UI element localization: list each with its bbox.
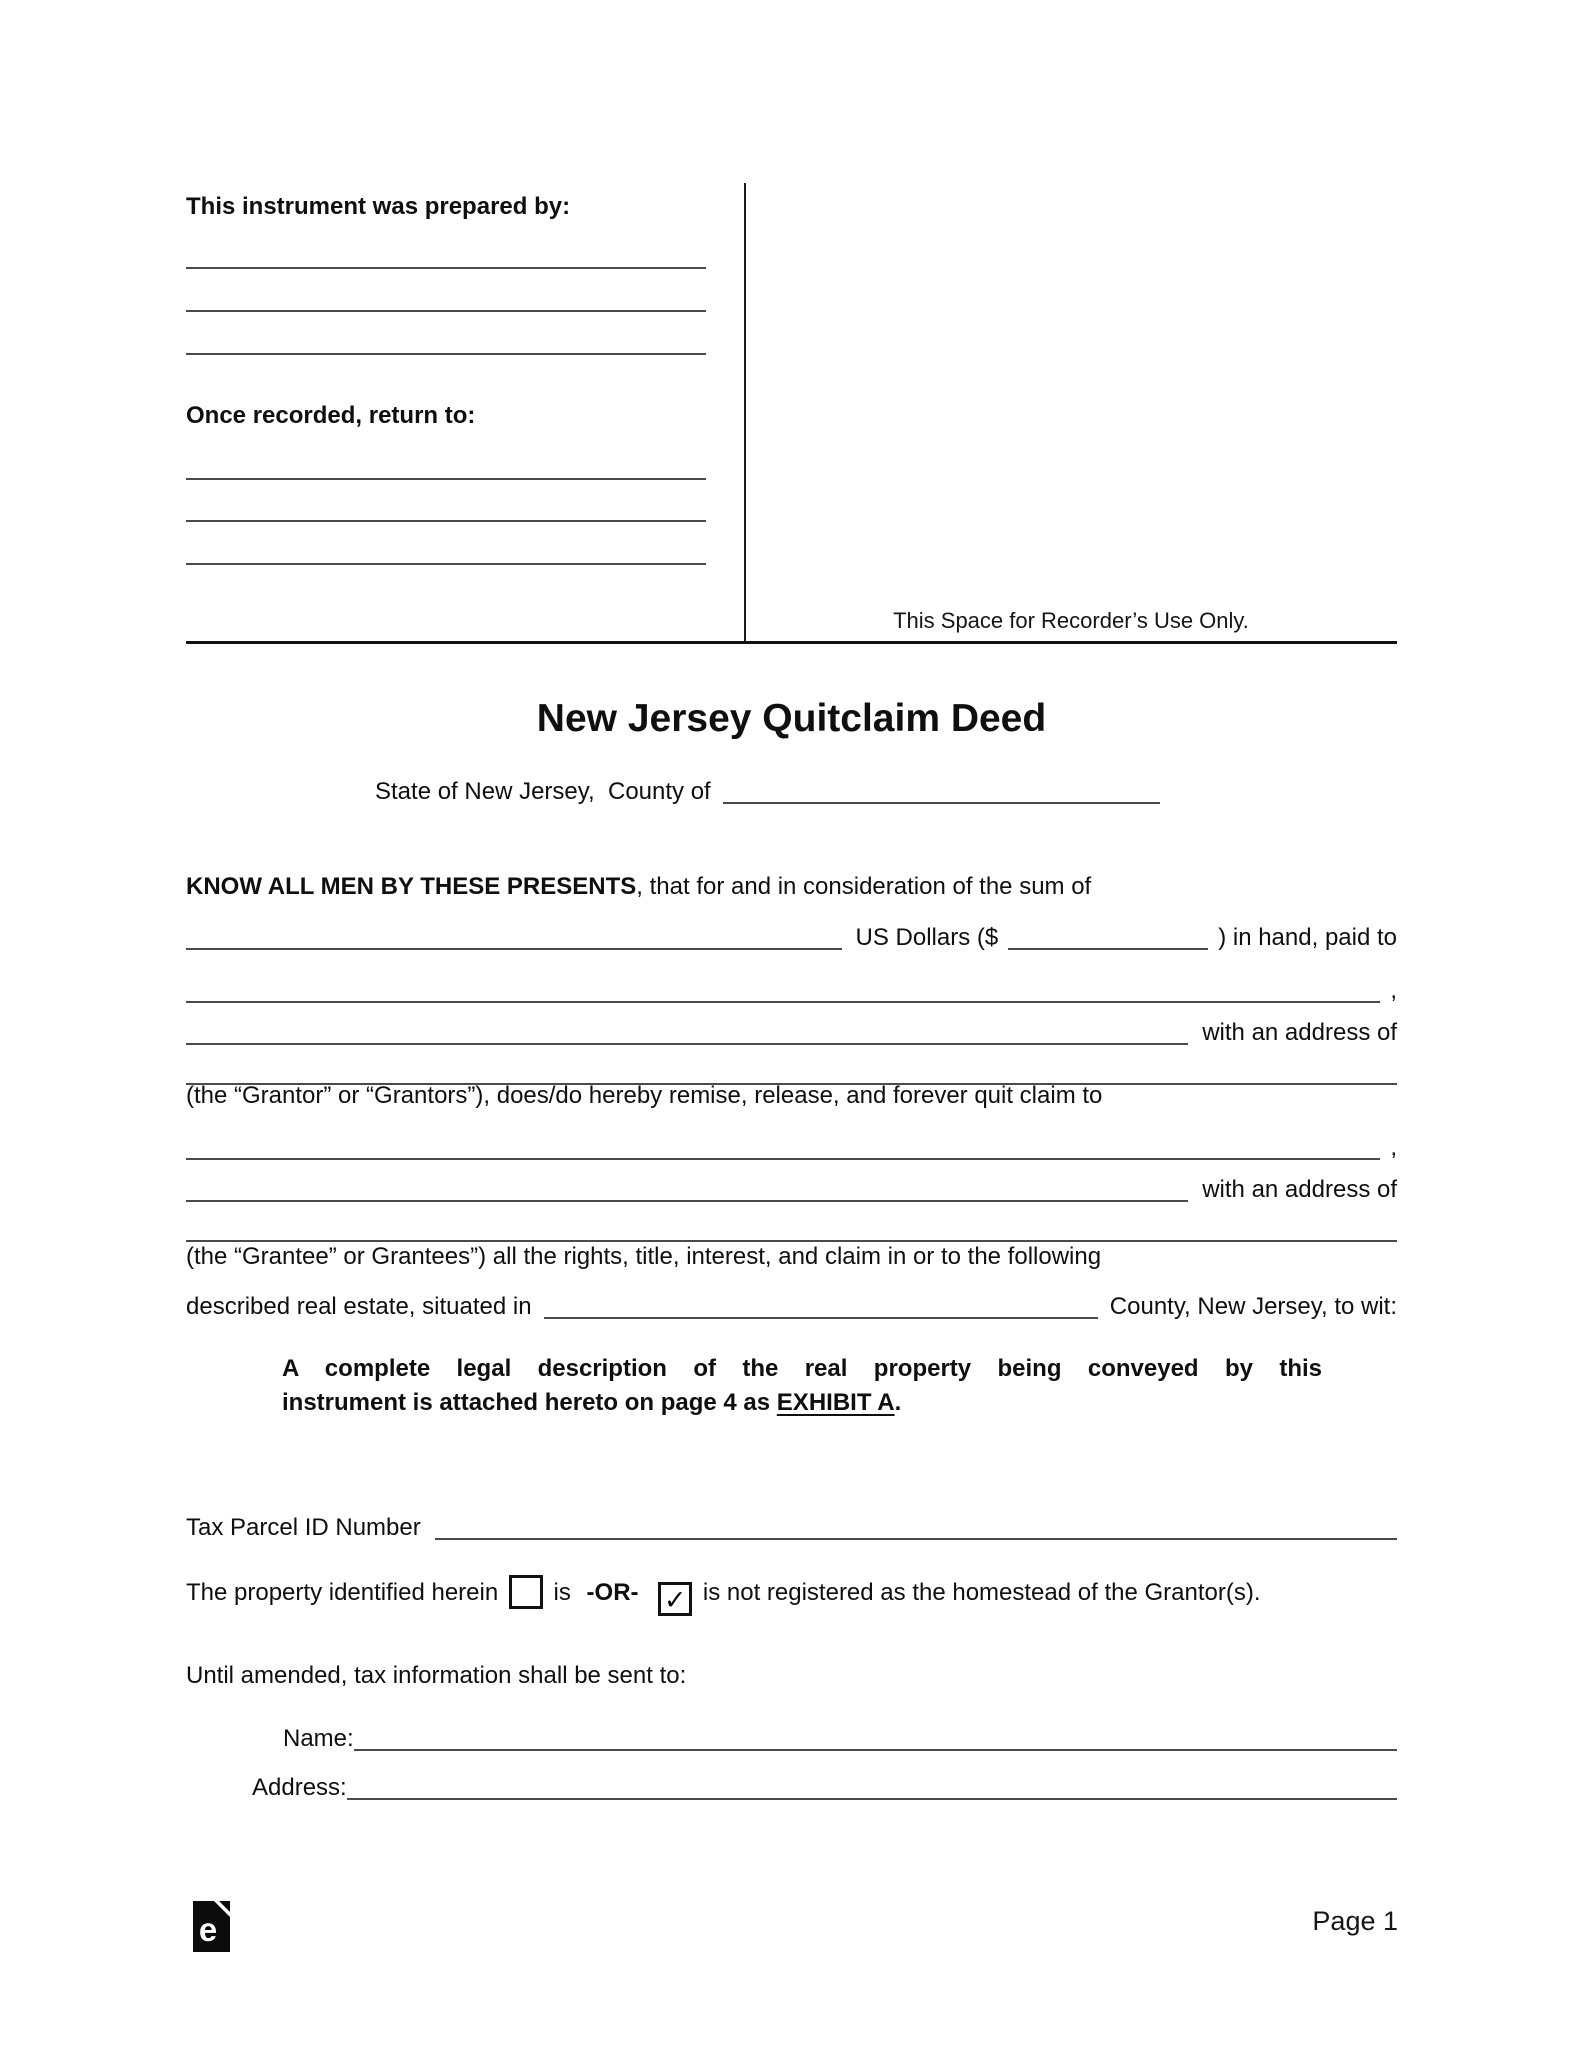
prepared-by-line-3[interactable] <box>186 353 706 355</box>
us-dollars-label: US Dollars ($ <box>855 924 999 951</box>
recorder-divider-vertical <box>744 183 746 643</box>
legal-description-line2-prefix: instrument is attached hereto on page 4 as <box>282 1389 777 1416</box>
homestead-row <box>186 1575 1446 1616</box>
presents-bold-text: KNOW ALL MEN BY THESE PRESENTS <box>186 873 637 900</box>
grantee-name-row <box>186 1125 1397 1163</box>
amount-words-field[interactable] <box>186 920 842 950</box>
tax-info-name-field[interactable] <box>354 1721 1397 1751</box>
grantor-address-field-1[interactable] <box>186 1015 1188 1045</box>
legal-description-period: . <box>894 1389 902 1416</box>
consideration-amount-row <box>186 915 1397 953</box>
tax-parcel-row <box>186 1505 1397 1543</box>
page-title: New Jersey Quitclaim Deed <box>536 697 1047 740</box>
eforms-logo-icon <box>193 1901 230 1957</box>
homestead-is-label: is <box>553 1579 571 1606</box>
grantee-address-intro-row <box>186 1167 1397 1205</box>
tax-info-intro-row <box>186 1661 1397 1691</box>
legal-description-paragraph <box>282 1352 1322 1420</box>
grantee-clause-text: (the “Grantee” or Grantees”) all the rights, title, interest, and claim in or to the following <box>186 1243 1102 1270</box>
return-to-line-1[interactable] <box>186 478 706 480</box>
grantor-name-comma: , <box>1390 977 1397 1004</box>
tax-info-address-row <box>186 1765 1397 1803</box>
homestead-or-label: -OR- <box>586 1579 639 1606</box>
presents-rest-text: , that for and in consideration of the sum of <box>636 873 1092 900</box>
tax-parcel-label: Tax Parcel ID Number <box>186 1514 421 1541</box>
county-name-field[interactable] <box>723 774 1160 804</box>
prepared-by-line-2[interactable] <box>186 310 706 312</box>
situated-county-field[interactable] <box>544 1289 1098 1319</box>
header-rule <box>186 641 1397 644</box>
grantor-name-field[interactable] <box>186 973 1380 1003</box>
prepared-by-label: This instrument was prepared by: <box>186 193 571 220</box>
situated-suffix-text: County, New Jersey, to wit: <box>1109 1293 1397 1320</box>
amount-numeric-field[interactable] <box>1008 920 1208 950</box>
homestead-is-not-checkbox[interactable] <box>658 1582 692 1616</box>
logo-letter: e <box>198 1911 218 1948</box>
situated-row <box>186 1284 1397 1322</box>
grantor-clause-text: (the “Grantor” or “Grantors”), does/do hereby remise, release, and forever quit claim to <box>186 1082 1103 1109</box>
tax-info-name-row <box>186 1716 1397 1754</box>
homestead-suffix-text: is not registered as the homestead of the Grantor(s). <box>702 1579 1261 1606</box>
presents-intro-row <box>186 872 1397 902</box>
grantor-clause-row <box>186 1081 1397 1111</box>
in-hand-label: ) in hand, paid to <box>1218 924 1397 951</box>
grantee-address-field-1[interactable] <box>186 1172 1188 1202</box>
grantee-clause-row <box>186 1242 1397 1272</box>
recorder-space-note: This Space for Recorder’s Use Only. <box>893 608 1249 633</box>
grantor-address-intro-row <box>186 1010 1397 1048</box>
tax-parcel-field[interactable] <box>435 1510 1397 1540</box>
situated-prefix-text: described real estate, situated in <box>186 1293 532 1320</box>
grantee-name-comma: , <box>1390 1134 1397 1161</box>
exhibit-a-reference: EXHIBIT A <box>776 1389 895 1416</box>
state-county-prefix: State of New Jersey, County of <box>375 778 711 805</box>
checkmark-icon: ✓ <box>663 1585 687 1615</box>
grantor-name-row <box>186 968 1397 1006</box>
tax-info-address-label: Address: <box>252 1774 347 1801</box>
return-to-line-2[interactable] <box>186 520 706 522</box>
grantee-address-of-label: with an address of <box>1202 1176 1397 1203</box>
tax-info-name-label: Name: <box>283 1725 354 1752</box>
return-to-label: Once recorded, return to: <box>186 402 476 429</box>
return-to-line-3[interactable] <box>186 563 706 565</box>
page-number-label: Page 1 <box>1312 1906 1398 1936</box>
state-county-row <box>375 769 1160 807</box>
homestead-prefix-text: The property identified herein <box>186 1579 499 1606</box>
legal-description-line2 <box>282 1386 1322 1420</box>
homestead-is-checkbox[interactable] <box>509 1575 543 1609</box>
tax-info-address-field[interactable] <box>347 1770 1397 1800</box>
grantor-address-of-label: with an address of <box>1202 1019 1397 1046</box>
legal-description-line1: A complete legal description of the real property being conveyed by this <box>282 1355 1322 1382</box>
grantee-name-field[interactable] <box>186 1130 1380 1160</box>
tax-info-intro-text: Until amended, tax information shall be sent to: <box>186 1662 687 1689</box>
prepared-by-line-1[interactable] <box>186 267 706 269</box>
